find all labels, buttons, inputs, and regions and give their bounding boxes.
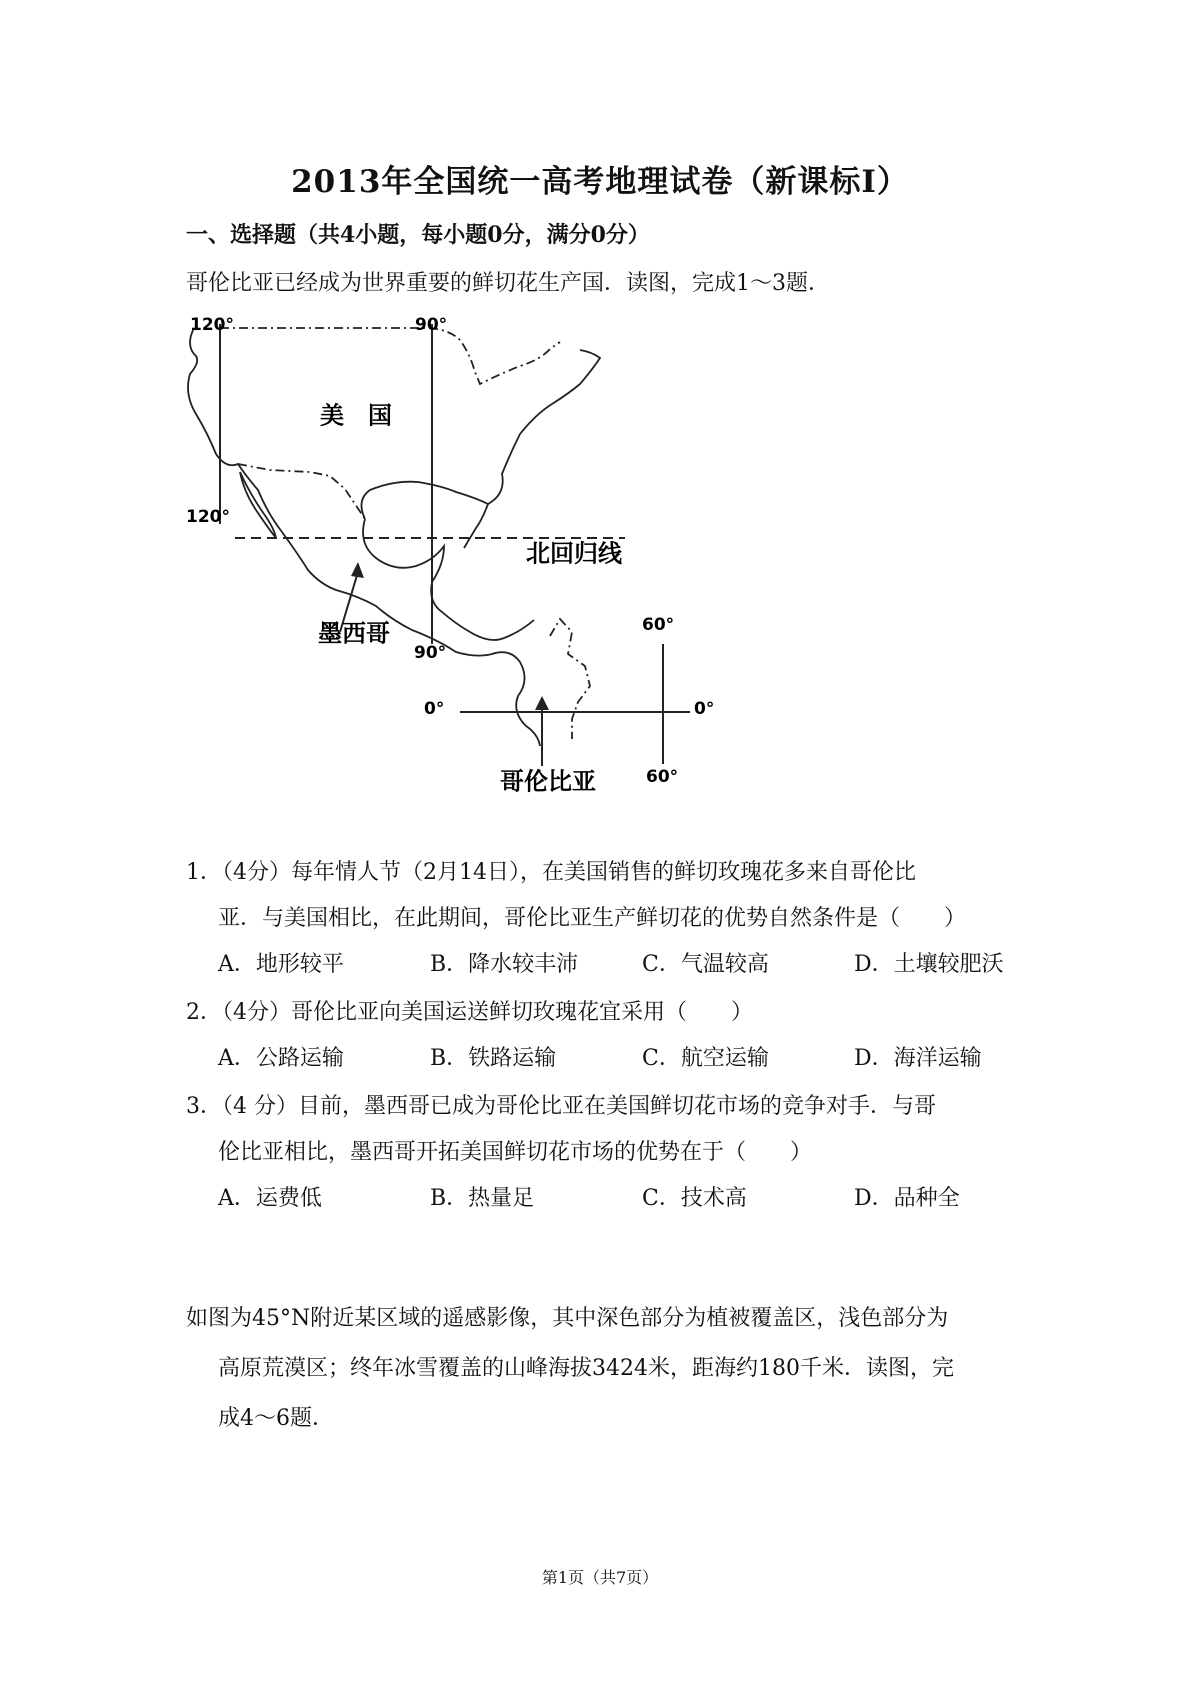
label-60-top: 60° <box>642 615 675 635</box>
question-3-line1: 3．（4 分）目前，墨西哥已成为哥伦比亚在美国鲜切花市场的竞争对手．与哥 <box>186 1094 936 1119</box>
question-2-line1: 2．（4分）哥伦比亚向美国运送鲜切玫瑰花宜采用（ ） <box>186 1000 753 1025</box>
option-b[interactable]: B．热量足 <box>430 1186 535 1211</box>
question-1-line1: 1．（4分）每年情人节（2月14日），在美国销售的鲜切玫瑰花多来自哥伦比 <box>186 860 916 885</box>
option-a[interactable]: A．公路运输 <box>218 1046 344 1071</box>
label-colombia: 哥伦比亚 <box>500 767 596 796</box>
option-c[interactable]: C．技术高 <box>642 1186 747 1211</box>
question-2-options <box>218 1036 1066 1082</box>
label-120-bottom: 120° <box>186 507 230 527</box>
option-a[interactable]: A．运费低 <box>218 1186 322 1211</box>
option-a[interactable]: A．地形较平 <box>218 952 344 977</box>
option-b[interactable]: B．铁路运输 <box>430 1046 557 1071</box>
option-d[interactable]: D．品种全 <box>854 1186 960 1211</box>
question-1-options <box>218 942 1066 988</box>
east-coastline <box>361 350 600 519</box>
label-tropic: 北回归线 <box>526 539 622 568</box>
colombia-arrowhead <box>535 696 549 710</box>
paragraph-2-line3: 成4～6题． <box>218 1406 334 1431</box>
option-c[interactable]: C．航空运输 <box>642 1046 769 1071</box>
page-title: 2013年全国统一高考地理试卷（新课标Ⅰ） <box>291 164 909 200</box>
question-3 <box>186 1084 1026 1176</box>
page-footer: 第1页（共7页） <box>541 1568 659 1587</box>
option-c[interactable]: C．气温较高 <box>642 952 769 977</box>
baja-peninsula <box>240 472 276 538</box>
label-60-bottom: 60° <box>646 767 679 787</box>
section-heading: 一、选择题（共4小题，每小题0分，满分0分） <box>186 222 650 248</box>
florida-coast <box>464 504 488 548</box>
question-1-line2: 亚．与美国相比，在此期间，哥伦比亚生产鲜切花的优势自然条件是（ ） <box>218 906 967 931</box>
label-0-right: 0° <box>694 699 715 719</box>
paragraph-2-line2: 高原荒漠区；终年冰雪覆盖的山峰海拔3424米，距海约180千米．读图，完 <box>218 1356 954 1381</box>
label-0-left: 0° <box>424 699 445 719</box>
americas-map <box>180 314 740 874</box>
option-b[interactable]: B．降水较丰沛 <box>430 952 579 977</box>
question-2 <box>186 990 1026 1036</box>
question-3-options <box>218 1176 1066 1222</box>
option-d[interactable]: D．土壤较肥沃 <box>854 952 1004 977</box>
us-canada-border <box>220 328 560 384</box>
label-90-top: 90° <box>415 315 448 335</box>
paragraph-2-line1: 如图为45°N附近某区域的遥感影像，其中深色部分为植被覆盖区，浅色部分为 <box>186 1306 949 1331</box>
mexico-arrowhead <box>351 562 364 578</box>
label-usa: 美 国 <box>320 401 392 430</box>
label-90-bottom: 90° <box>414 643 447 663</box>
paragraph-2 <box>186 1294 1026 1444</box>
label-120-top: 120° <box>190 315 234 335</box>
option-d[interactable]: D．海洋运输 <box>854 1046 982 1071</box>
question-1 <box>186 850 1026 942</box>
label-mexico: 墨西哥 <box>318 619 390 648</box>
intro-text: 哥伦比亚已经成为世界重要的鲜切花生产国．读图，完成1～3题． <box>186 271 830 296</box>
colombia-border <box>550 619 590 739</box>
question-3-line2: 伦比亚相比，墨西哥开拓美国鲜切花市场的优势在于（ ） <box>218 1140 813 1165</box>
